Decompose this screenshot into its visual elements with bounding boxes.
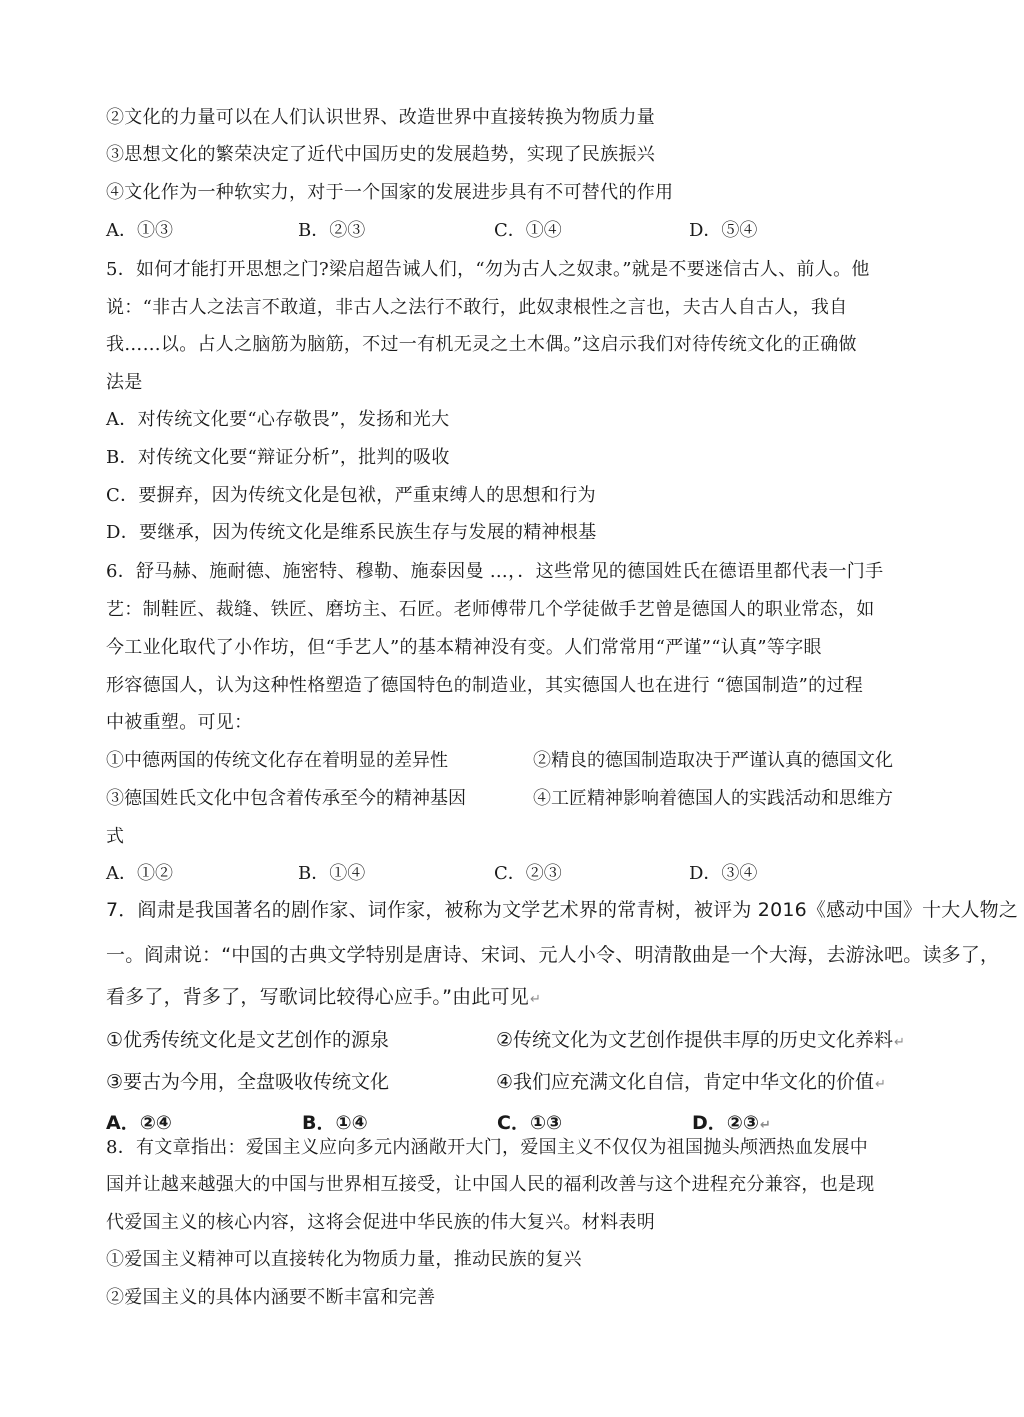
paragraph-mark: ↵ <box>875 1077 886 1092</box>
q6-stem-line-1: 6．舒马赫、施耐德、施密特、穆勒、施泰因曼 …，．这些常见的德国姓氏在德语里都代表一门手 <box>106 561 884 582</box>
option-c: C．②③ <box>494 863 562 884</box>
option-a: A．②④ <box>106 1112 172 1134</box>
q5-option-a: A．对传统文化要“心存敬畏”，发扬和光大 <box>106 409 450 430</box>
q5-stem-line-4: 法是 <box>106 372 143 393</box>
q8-item-2: ②爱国主义的具体内涵要不断丰富和完善 <box>106 1287 436 1308</box>
option-a: A．①② <box>106 863 173 884</box>
q5-stem-line-1: 5．如何才能打开思想之门?梁启超告诫人们，“勿为古人之奴隶。”就是不要迷信古人、前人。他 <box>106 259 870 280</box>
q7-stem-line-1: 7．阎肃是我国著名的剧作家、词作家，被称为文学艺术界的常青树，被评为 2016《感动中国》十大人物之 <box>106 899 1019 921</box>
q7-stem-line-3 <box>106 985 541 1012</box>
q5-option-b: B．对传统文化要“辩证分析”，批判的吸收 <box>106 447 450 468</box>
q8-stem-line-1: 8．有文章指出：爱国主义应向多元内涵敞开大门，爱国主义不仅仅为祖国抛头颅洒热血发展中 <box>106 1137 869 1158</box>
q6-stem-line-2: 艺：制鞋匠、裁缝、铁匠、磨坊主、石匠。老师傅带几个学徒做手艺曾是德国人的职业常态，如 <box>106 599 875 620</box>
paragraph-mark: ↵ <box>759 1118 771 1133</box>
option-b: B．②③ <box>298 220 366 241</box>
paragraph-mark: ↵ <box>529 992 542 1007</box>
q8-stem-line-2: 国并让越来越强大的中国与世界相互接受，让中国人民的福利改善与这个进程充分兼容，也是现 <box>106 1174 875 1195</box>
q7-item-4 <box>496 1070 886 1097</box>
prev-item-2: ②文化的力量可以在人们认识世界、改造世界中直接转换为物质力量 <box>106 107 655 128</box>
q6-stem-line-3: 今工业化取代了小作坊，但“手艺人”的基本精神没有变。人们常常用“严谨”“认真”等字眼 <box>106 637 822 658</box>
q7-stem-line-3-text: 看多了，背多了，写歌词比较得心应手。”由此可见 <box>106 986 529 1008</box>
q7-item-2 <box>496 1028 905 1055</box>
q5-stem-line-2: 说：“非古人之法言不敢道，非古人之法行不敢行，此奴隶根性之言也，夫古人自古人，我自 <box>106 297 848 318</box>
option-a: A．①③ <box>106 220 173 241</box>
q7-item-3: ③要古为今用，全盘吸收传统文化 <box>106 1071 390 1093</box>
q8-item-1: ①爱国主义精神可以直接转化为物质力量，推动民族的复兴 <box>106 1249 582 1270</box>
q5-option-c: C．要摒弃，因为传统文化是包袱，严重束缚人的思想和行为 <box>106 485 596 506</box>
option-b: B．①④ <box>302 1112 368 1134</box>
option-d: D．③④ <box>689 863 758 884</box>
option-c: C．①④ <box>494 220 562 241</box>
q7-item-2-text: ②传统文化为文艺创作提供丰厚的历史文化养料 <box>496 1029 894 1051</box>
q7-stem-line-2: 一。阎肃说：“中国的古典文学特别是唐诗、宋词、元人小令、明清散曲是一个大海，去游泳吧。读多了， <box>106 944 1000 966</box>
paragraph-mark: ↵ <box>894 1035 905 1050</box>
option-d <box>692 1111 771 1138</box>
option-c: C．①③ <box>497 1112 563 1134</box>
q7-item-1: ①优秀传统文化是文艺创作的源泉 <box>106 1029 390 1051</box>
prev-item-3: ③思想文化的繁荣决定了近代中国历史的发展趋势，实现了民族振兴 <box>106 144 655 165</box>
q5-stem-line-3: 我……以。占人之脑筋为脑筋，不过一有机无灵之土木偶。”这启示我们对待传统文化的正确做 <box>106 334 857 355</box>
prev-item-4: ④文化作为一种软实力，对于一个国家的发展进步具有不可替代的作用 <box>106 182 674 203</box>
q6-stem-line-4: 形容德国人，认为这种性格塑造了德国特色的制造业，其实德国人也在进行 “德国制造”的过程 <box>106 675 864 696</box>
q7-item-4-text: ④我们应充满文化自信，肯定中华文化的价值 <box>496 1071 875 1093</box>
q5-option-d: D．要继承，因为传统文化是维系民族生存与发展的精神根基 <box>106 522 597 543</box>
q8-stem-line-3: 代爱国主义的核心内容，这将会促进中华民族的伟大复兴。材料表明 <box>106 1212 655 1233</box>
option-d-text: D．②③ <box>692 1112 759 1134</box>
q6-item-4-wrap: 式 <box>106 826 124 847</box>
option-b: B．①④ <box>298 863 366 884</box>
q6-stem-line-5: 中被重塑。可见： <box>106 712 253 733</box>
q6-item-2: ②精良的德国制造取决于严谨认真的德国文化 <box>533 750 893 771</box>
option-d: D．⑤④ <box>689 220 758 241</box>
q6-item-3: ③德国姓氏文化中包含着传承至今的精神基因 <box>106 788 466 809</box>
q6-item-4: ④工匠精神影响着德国人的实践活动和思维方 <box>533 788 893 809</box>
q6-item-1: ①中德两国的传统文化存在着明显的差异性 <box>106 750 448 771</box>
